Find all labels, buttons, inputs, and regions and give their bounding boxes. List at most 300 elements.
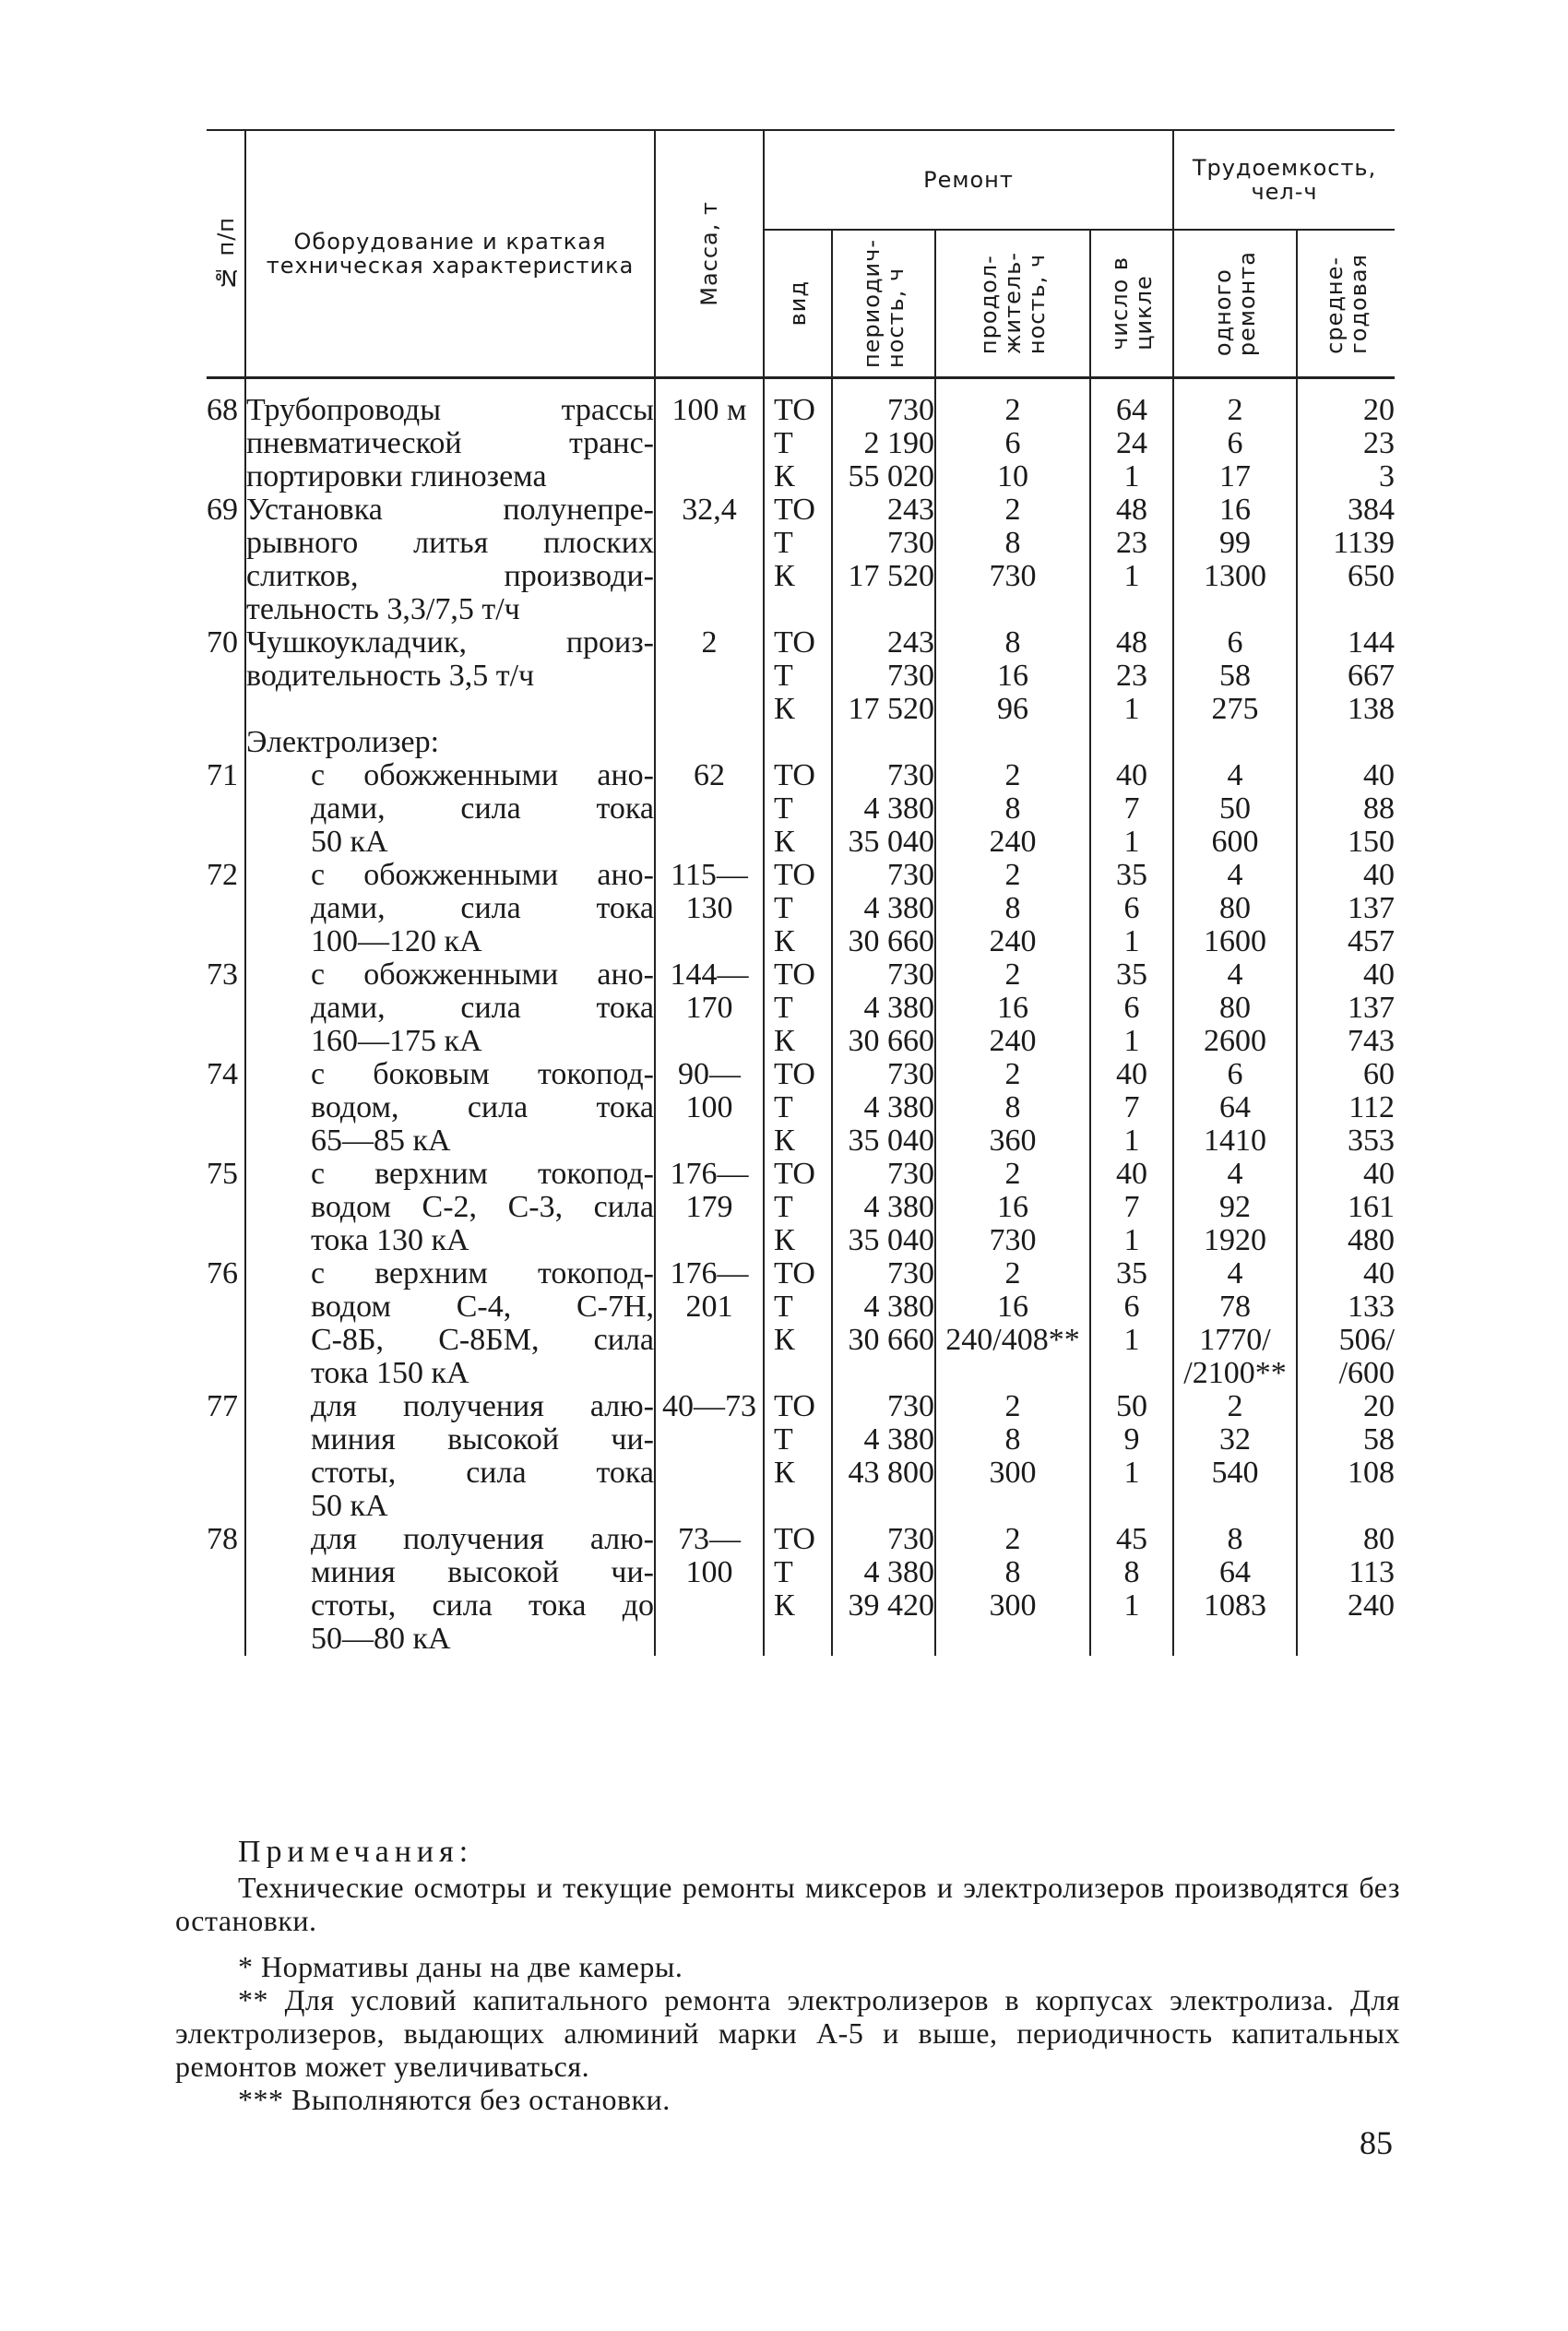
period-cell-value: 730 [887,758,934,792]
repair-type-cell [764,859,832,958]
labor-one-cell [1173,494,1297,626]
labor-one-cell-value: 64 [1219,1555,1252,1589]
labor-one-cell [1173,1523,1297,1656]
labor-one-cell-value: 540 [1211,1456,1259,1490]
cycle-count-cell [1090,1058,1173,1158]
labor-annual-cell-value: 137 [1348,991,1396,1025]
header-labor-annual: средне- годовая [1297,230,1395,378]
repair-type-cell-value: К [774,1024,795,1058]
equipment-description [245,1523,655,1656]
duration-cell-value: 2 [1004,493,1021,527]
cycle-count-cell-value: 35 [1116,858,1147,892]
period-cell-value: 30 660 [848,924,934,958]
description-line: миния высокой чи- [311,1422,654,1457]
duration-cell [935,378,1090,494]
mass-cell [655,1523,764,1656]
labor-annual-cell-value: 23 [1363,426,1396,460]
duration-cell-value: 2 [1004,758,1021,792]
repair-type-cell-value: Т [774,1555,793,1589]
repair-type-cell [764,494,832,626]
labor-annual-cell-value: 138 [1348,692,1396,726]
repair-type-cell-value: К [774,1323,795,1357]
labor-annual-cell-value: 150 [1348,825,1396,859]
header-repair-group: Ремонт [764,130,1173,230]
period-cell-value: 730 [887,1057,934,1091]
equipment-description [245,859,655,958]
equipment-description [245,1390,655,1523]
cycle-count-cell-value: 1 [1123,692,1140,726]
repair-type-cell-value: К [774,1456,795,1490]
mass-cell-value: 176— [670,1256,749,1290]
duration-cell-value: 8 [1004,625,1021,660]
cycle-count-cell-value: 6 [1123,891,1140,925]
period-cell-value: 4 380 [863,791,934,826]
period-cell-value: 4 380 [863,991,934,1025]
period-cell-value: 730 [887,858,934,892]
period-cell-value: 4 380 [863,1290,934,1324]
period-cell [832,759,935,859]
labor-one-cell-value: 1920 [1204,1223,1267,1257]
labor-one-cell-value: 8 [1227,1522,1243,1556]
period-cell-value: 35 040 [848,1124,934,1158]
labor-one-cell-value: 32 [1219,1422,1252,1457]
table-row [207,759,1395,859]
labor-annual-cell-value: 240 [1348,1588,1396,1623]
mass-cell [655,1257,764,1390]
row-number: 77 [207,1389,238,1423]
period-cell-value: 730 [887,526,934,560]
labor-one-cell-value: 1600 [1204,924,1267,958]
mass-cell [655,726,764,759]
cycle-count-cell [1090,1390,1173,1523]
duration-cell [935,1058,1090,1158]
labor-one-cell [1173,1158,1297,1257]
description-line: С-8Б, С-8БМ, сила [311,1323,654,1357]
period-cell-value: 730 [887,1256,934,1290]
labor-annual-cell-value: 113 [1348,1555,1396,1589]
labor-one-cell-value: 50 [1219,791,1252,826]
description-line: дами, сила тока [311,791,654,826]
labor-annual-cell-value: 3 [1379,459,1396,494]
description-line: миния высокой чи- [311,1555,654,1589]
period-cell-value: 4 380 [863,1422,934,1457]
description-line: слитков, производи- [246,559,654,593]
labor-one-cell-value: 6 [1227,1057,1243,1091]
labor-annual-cell-value: 20 [1363,393,1396,427]
labor-annual-cell-value: 506/ [1338,1323,1396,1357]
cycle-count-cell-value: 1 [1123,1456,1140,1490]
repair-type-cell-value: К [774,692,795,726]
duration-cell [935,1390,1090,1523]
repair-type-cell [764,1390,832,1523]
labor-one-cell-value: 99 [1219,526,1252,560]
labor-annual-cell-value: 133 [1348,1290,1396,1324]
labor-annual-cell-value: 80 [1363,1522,1396,1556]
description-line: для получения алю- [311,1389,654,1423]
repair-type-cell-value: Т [774,891,793,925]
cycle-count-cell-value: 6 [1123,1290,1140,1324]
mass-cell [655,378,764,494]
description-line: 65—85 кА [311,1124,451,1158]
notes-section [175,1834,1400,2116]
labor-annual-cell [1297,1523,1395,1656]
mass-cell [655,1158,764,1257]
row-number: 74 [207,1057,238,1091]
period-cell-value: 4 380 [863,1555,934,1589]
labor-one-cell-value: 275 [1211,692,1259,726]
equipment-description [245,726,655,759]
cycle-count-cell-value: 35 [1116,1256,1147,1290]
cycle-count-cell [1090,1257,1173,1390]
table-row [207,1523,1395,1656]
repair-type-cell [764,726,832,759]
duration-cell-value: 240 [989,1024,1037,1058]
labor-one-cell-value: 17 [1219,459,1252,494]
labor-annual-cell [1297,726,1395,759]
duration-cell-value: 240/408** [945,1323,1080,1357]
duration-cell-value: 2 [1004,1157,1021,1191]
header-num: № п/п [207,130,245,378]
note-footnote-1: * Нормативы даны на две камеры. [238,1950,683,1983]
mass-cell [655,759,764,859]
table-row [207,626,1395,726]
duration-cell [935,1158,1090,1257]
equipment-description [245,378,655,494]
description-line: 100—120 кА [311,924,482,958]
labor-annual-cell [1297,1158,1395,1257]
repair-type-cell-value: Т [774,1422,793,1457]
cycle-count-cell [1090,378,1173,494]
description-line: тока 130 кА [311,1223,469,1257]
note-paragraph: Технические осмотры и текущие ремонты миксеров и электролизеров производятся без остановки. [175,1871,1400,1937]
labor-one-cell [1173,759,1297,859]
header-labor-group: Трудоемкость, чел-ч [1173,130,1395,230]
repair-type-cell-value: Т [774,1090,793,1124]
duration-cell-value: 2 [1004,1057,1021,1091]
repair-type-cell-value: Т [774,991,793,1025]
labor-one-cell-value: /2100** [1183,1356,1287,1390]
page-number: 85 [1360,2124,1393,2161]
cycle-count-cell-value: 23 [1116,526,1147,560]
description-line: Установка полунепре- [246,493,654,527]
duration-cell-value: 2 [1004,1256,1021,1290]
repair-type-cell [764,1523,832,1656]
table-row [207,859,1395,958]
cycle-count-cell-value: 45 [1116,1522,1147,1556]
period-cell [832,859,935,958]
labor-one-cell [1173,726,1297,759]
duration-cell-value: 2 [1004,1522,1021,1556]
period-cell-value: 17 520 [848,559,934,593]
table-row [207,1257,1395,1390]
row-number: 75 [207,1157,238,1191]
mass-cell [655,958,764,1058]
note-footnote-3: *** Выполняются без остановки. [238,2083,671,2116]
repair-type-cell-value: Т [774,659,793,693]
description-line: 50 кА [311,825,388,859]
header-repair-type: вид [764,230,832,378]
row-number: 72 [207,858,238,892]
repair-type-cell-value: ТО [774,493,815,527]
labor-annual-cell-value: 353 [1348,1124,1396,1158]
description-line: дами, сила тока [311,991,654,1025]
repair-type-cell-value: ТО [774,957,815,992]
description-line: с обожженными ано- [311,758,654,792]
cycle-count-cell-value: 1 [1123,1124,1140,1158]
repair-type-cell-value: К [774,559,795,593]
labor-annual-cell-value: 20 [1363,1389,1396,1423]
cycle-count-cell-value: 40 [1116,1057,1147,1091]
cycle-count-cell-value: 40 [1116,758,1147,792]
labor-annual-cell [1297,859,1395,958]
repair-norms-table [207,129,1395,1656]
cycle-count-cell-value: 48 [1116,625,1147,660]
labor-annual-cell-value: /600 [1338,1356,1396,1390]
period-cell [832,1523,935,1656]
repair-type-cell-value: ТО [774,393,815,427]
table-row [207,726,1395,759]
equipment-description [245,1058,655,1158]
mass-cell-value: 100 [685,1090,733,1124]
description-line: Трубопроводы трассы [246,393,654,427]
cycle-count-cell-value: 1 [1123,1223,1140,1257]
period-cell [832,626,935,726]
note-footnote-2: ** Для условий капитального ремонта электролизеров в корпусах электролиза. Для электролизеров, выдающих алюминий марки А-5 и выше, периодичность капитальных ремонтов может увеличиваться. [175,1983,1400,2083]
description-line: с обожженными ано- [311,858,654,892]
cycle-count-cell [1090,726,1173,759]
mass-cell [655,1390,764,1523]
period-cell [832,494,935,626]
mass-cell-value: 176— [670,1157,749,1191]
labor-annual-cell-value: 161 [1348,1190,1396,1224]
row-number: 71 [207,758,238,792]
mass-cell-value: 170 [685,991,733,1025]
labor-annual-cell-value: 650 [1348,559,1396,593]
period-cell-value: 17 520 [848,692,934,726]
period-cell-value: 730 [887,957,934,992]
labor-one-cell-value: 1083 [1204,1588,1267,1623]
mass-cell [655,1058,764,1158]
equipment-description [245,1158,655,1257]
cycle-count-cell-value: 9 [1123,1422,1140,1457]
labor-annual-cell-value: 457 [1348,924,1396,958]
cycle-count-cell-value: 7 [1123,791,1140,826]
duration-cell [935,626,1090,726]
description-line: с верхним токопод- [311,1157,654,1191]
description-line: водом, сила тока [311,1090,654,1124]
duration-cell-value: 16 [997,659,1028,693]
labor-annual-cell-value: 58 [1363,1422,1396,1457]
row-number: 68 [207,393,238,427]
description-line: 50 кА [311,1489,388,1523]
period-cell-value: 30 660 [848,1024,934,1058]
period-cell-value: 730 [887,1389,934,1423]
equipment-description [245,626,655,726]
labor-annual-cell-value: 137 [1348,891,1396,925]
repair-type-cell [764,1158,832,1257]
period-cell-value: 55 020 [848,459,934,494]
period-cell-value: 4 380 [863,1090,934,1124]
duration-cell [935,1523,1090,1656]
mass-cell-value: 100 м [671,393,747,427]
labor-annual-cell [1297,1257,1395,1390]
repair-type-cell-value: Т [774,1290,793,1324]
cycle-count-cell-value: 6 [1123,991,1140,1025]
duration-cell [935,759,1090,859]
mass-cell-value: 90— [678,1057,741,1091]
period-cell [832,726,935,759]
duration-cell-value: 16 [997,1190,1028,1224]
labor-one-cell-value: 58 [1219,659,1252,693]
labor-one-cell-value: 2 [1227,393,1243,427]
mass-cell-value: 73— [678,1522,741,1556]
duration-cell-value: 96 [997,692,1028,726]
row-number: 69 [207,493,238,527]
labor-annual-cell [1297,958,1395,1058]
cycle-count-cell-value: 1 [1123,825,1140,859]
cycle-count-cell [1090,958,1173,1058]
mass-cell-value: 40—73 [662,1389,756,1423]
duration-cell-value: 730 [989,559,1037,593]
cycle-count-cell-value: 7 [1123,1090,1140,1124]
period-cell [832,1058,935,1158]
duration-cell [935,958,1090,1058]
repair-type-cell-value: Т [774,791,793,826]
cycle-count-cell-value: 1 [1123,1024,1140,1058]
description-line: стоты, сила тока до [311,1588,654,1623]
mass-cell-value: 100 [685,1555,733,1589]
labor-annual-cell-value: 88 [1363,791,1396,826]
period-cell-value: 35 040 [848,1223,934,1257]
labor-annual-cell [1297,1390,1395,1523]
repair-type-cell-value: К [774,1124,795,1158]
repair-type-cell-value: ТО [774,625,815,660]
period-cell-value: 730 [887,1522,934,1556]
labor-annual-cell-value: 60 [1363,1057,1396,1091]
period-cell-value: 39 420 [848,1588,934,1623]
duration-cell-value: 8 [1004,526,1021,560]
repair-type-cell-value: К [774,459,795,494]
labor-one-cell-value: 78 [1219,1290,1252,1324]
duration-cell-value: 300 [989,1588,1037,1623]
mass-cell [655,859,764,958]
labor-one-cell-value: 4 [1227,1157,1243,1191]
equipment-description [245,958,655,1058]
cycle-count-cell [1090,759,1173,859]
labor-annual-cell-value: 40 [1363,1256,1396,1290]
labor-annual-cell-value: 40 [1363,957,1396,992]
cycle-count-cell-value: 1 [1123,1323,1140,1357]
labor-one-cell-value: 4 [1227,858,1243,892]
repair-type-cell [764,626,832,726]
repair-type-cell-value: ТО [774,1157,815,1191]
repair-type-cell-value: К [774,825,795,859]
cycle-count-cell-value: 35 [1116,957,1147,992]
duration-cell-value: 8 [1004,1555,1021,1589]
description-line: тока 150 кА [311,1356,469,1390]
mass-cell-value: 32,4 [682,493,737,527]
cycle-count-cell-value: 40 [1116,1157,1147,1191]
description-line: с боковым токопод- [311,1057,654,1091]
cycle-count-cell-value: 50 [1116,1389,1147,1423]
repair-type-cell-value: ТО [774,1057,815,1091]
labor-one-cell [1173,859,1297,958]
duration-cell [935,726,1090,759]
repair-type-cell [764,759,832,859]
labor-annual-cell-value: 384 [1348,493,1396,527]
labor-one-cell [1173,1257,1297,1390]
repair-type-cell-value: ТО [774,1256,815,1290]
cycle-count-cell-value: 64 [1116,393,1147,427]
cycle-count-cell [1090,626,1173,726]
duration-cell [935,494,1090,626]
table-row [207,1058,1395,1158]
labor-one-cell-value: 1770/ [1199,1323,1271,1357]
mass-cell-value: 130 [685,891,733,925]
duration-cell-value: 2 [1004,1389,1021,1423]
cycle-count-cell [1090,859,1173,958]
period-cell-value: 30 660 [848,1323,934,1357]
cycle-count-cell-value: 1 [1123,459,1140,494]
duration-cell-value: 8 [1004,791,1021,826]
equipment-description [245,494,655,626]
mass-cell-value: 62 [694,758,725,792]
description-line: портировки глинозема [246,459,547,494]
labor-one-cell [1173,958,1297,1058]
header-equipment: Оборудование и краткая техническая характеристика [245,130,655,378]
labor-one-cell-value: 16 [1219,493,1252,527]
period-cell-value: 730 [887,393,934,427]
labor-one-cell-value: 600 [1211,825,1259,859]
labor-one-cell-value: 92 [1219,1190,1252,1224]
period-cell-value: 730 [887,659,934,693]
labor-annual-cell-value: 743 [1348,1024,1396,1058]
labor-one-cell-value: 64 [1219,1090,1252,1124]
repair-type-cell-value: Т [774,526,793,560]
labor-one-cell-value: 1300 [1204,559,1267,593]
repair-type-cell-value: Т [774,1190,793,1224]
notes-title: Примечания: [238,1835,474,1869]
description-line: 160—175 кА [311,1024,482,1058]
mass-cell-value: 115— [671,858,748,892]
mass-cell [655,494,764,626]
labor-annual-cell [1297,494,1395,626]
duration-cell-value: 8 [1004,1090,1021,1124]
header-repair-period: периодич- ность, ч [832,230,935,378]
duration-cell-value: 10 [997,459,1028,494]
labor-annual-cell [1297,759,1395,859]
labor-annual-cell-value: 480 [1348,1223,1396,1257]
description-line: для получения алю- [311,1522,654,1556]
labor-annual-cell-value: 108 [1348,1456,1396,1490]
labor-one-cell-value: 1410 [1204,1124,1267,1158]
labor-one-cell-value: 4 [1227,957,1243,992]
labor-one-cell-value: 2600 [1204,1024,1267,1058]
labor-annual-cell-value: 40 [1363,1157,1396,1191]
description-line: тельность 3,3/7,5 т/ч [246,592,520,626]
labor-one-cell-value: 4 [1227,1256,1243,1290]
cycle-count-cell-value: 23 [1116,659,1147,693]
duration-cell-value: 8 [1004,891,1021,925]
description-line: Электролизер: [246,725,440,759]
duration-cell-value: 730 [989,1223,1037,1257]
description-line: Чушкоукладчик, произ- [246,625,654,660]
duration-cell [935,1257,1090,1390]
description-line: водительность 3,5 т/ч [246,659,535,693]
repair-type-cell [764,378,832,494]
mass-cell-value: 144— [670,957,749,992]
period-cell [832,1158,935,1257]
